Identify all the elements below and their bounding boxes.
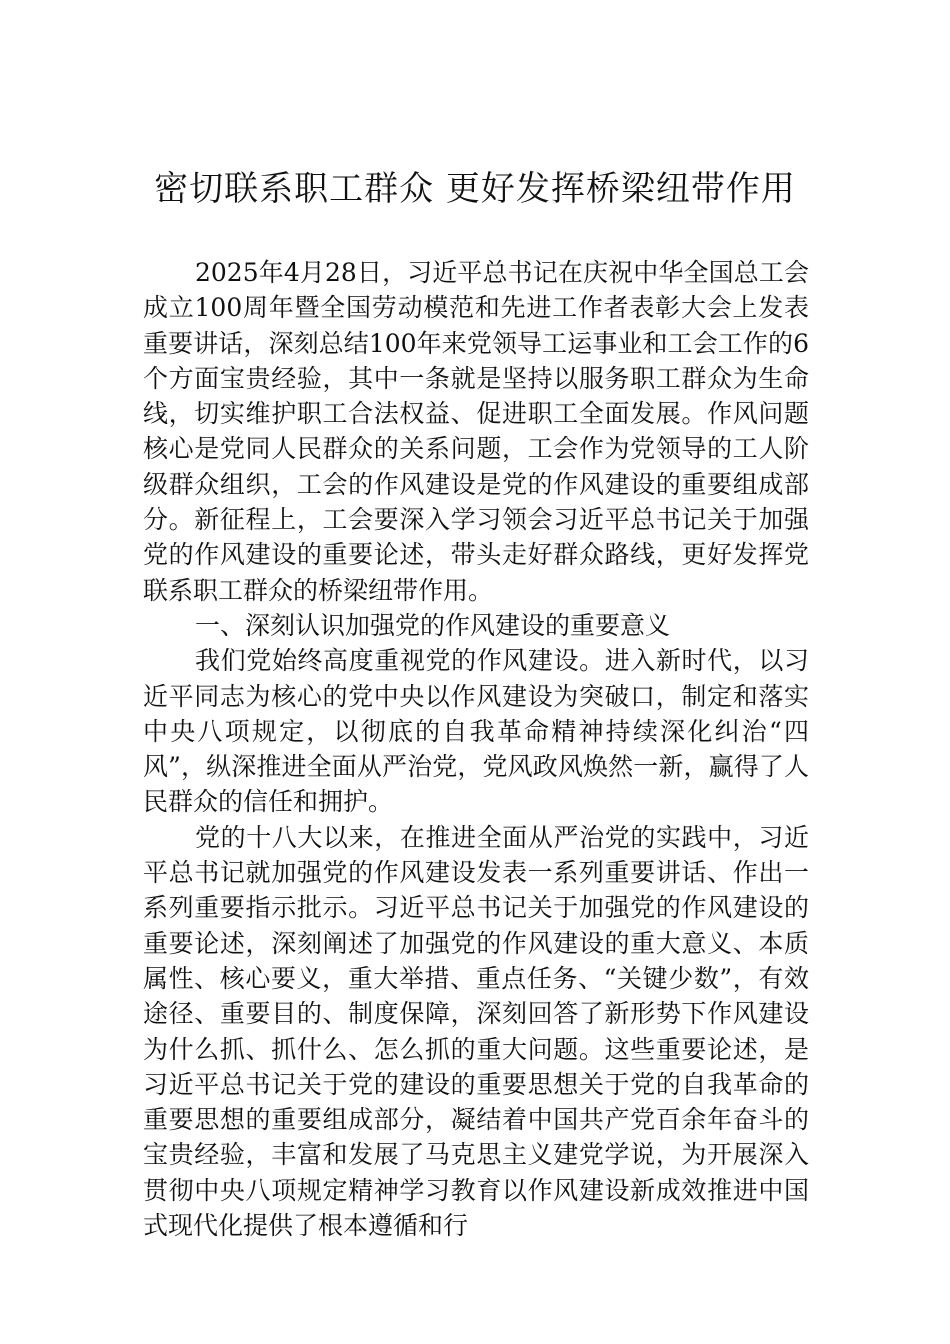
body-paragraph: 我们党始终高度重视党的作风建设。进入新时代，以习近平同志为核心的党中央以作风建设为突破口，制定和落实中央八项规定，以彻底的自我革命精神持续深化纠治“四风”，纵深推进全面从严治党，党风政风焕然一新，赢得了人民群众的信任和拥护。	[143, 646, 809, 817]
section-heading-1: 一、深刻认识加强党的作风建设的重要意义	[195, 610, 671, 640]
body-paragraph: 党的十八大以来，在推进全面从严治党的实践中，习近平总书记就加强党的作风建设发表一系列重要讲话、作出一系列重要指示批示。习近平总书记关于加强党的作风建设的重要论述，深刻阐述了加强党的作风建设的重大意义、本质属性、核心要义，重大举措、重点任务、“关键少数”，有效途径、重要目的、制度保障，深刻回答了新形势下作风建设为什么抓、抓什么、怎么抓的重大问题。这些重要论述，是习近平总书记关于党的建设的重要思想关于党的自我革命的重要思想的重要组成部分，凝结着中国共产党百余年奋斗的宝贵经验，丰富和发展了马克思主义建党学说，为开展深入贯彻中央八项规定精神学习教育以作风建设新成效推进中国式现代化提供了根本遵循和行	[143, 822, 809, 1241]
document-title: 密切联系职工群众 更好发挥桥梁纽带作用	[154, 169, 796, 209]
document-body	[143, 255, 809, 1243]
body-paragraph-intro: 2025年4月28日，习近平总书记在庆祝中华全国总工会成立100周年暨全国劳动模范和先进工作者表彰大会上发表重要讲话，深刻总结100年来党领导工运事业和工会工作的6个方面宝贵经验，其中一条就是坚持以服务职工群众为生命线，切实维护职工合法权益、促进职工全面发展。作风问题核心是党同人民群众的关系问题，工会作为党领导的工人阶级群众组织，工会的作风建设是党的作风建设的重要组成部分。新征程上，工会要深入学习领会习近平总书记关于加强党的作风建设的重要论述，带头走好群众路线，更好发挥党联系职工群众的桥梁纽带作用。	[143, 258, 809, 605]
